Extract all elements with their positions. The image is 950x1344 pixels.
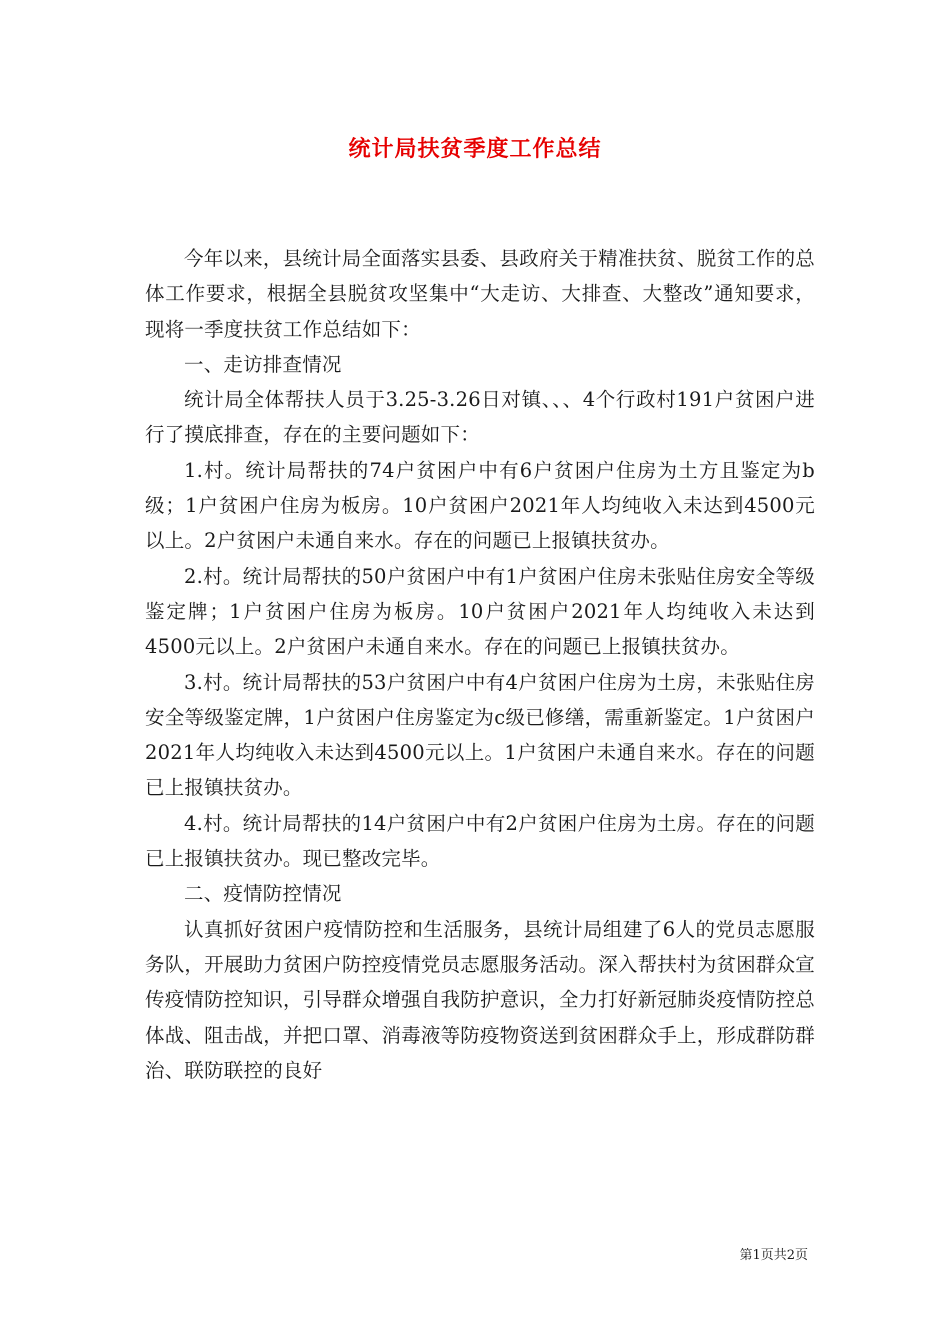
page-number: 第1页共2页 [739,1248,808,1263]
paragraph-intro: 今年以来，县统计局全面落实县委、县政府关于精准扶贫、脱贫工作的总体工作要求，根据全县脱贫攻坚集中“大走访、大排查、大整改”通知要求，现将一季度扶贫工作总结如下： [145,247,815,341]
paragraph-visits-summary: 统计局全体帮扶人员于3.25-3.26日对镇、、、4个行政村191户贫困户进行了摸底排查，存在的主要问题如下： [145,388,815,447]
document-title: 统计局扶贫季度工作总结 [348,137,602,162]
section-heading-visits: 一、走访排查情况 [184,352,342,376]
paragraph-village-3: 3.村。统计局帮扶的53户贫困户中有4户贫困户住房为土房，未张贴住房安全等级鉴定牌，1户贫困户住房鉴定为c级已修缮，需重新鉴定。1户贫困户2021年人均纯收入未达到4500元以上。1户贫困户未通自来水。存在的问题已上报镇扶贫办。 [145,670,815,800]
paragraph-village-4: 4.村。统计局帮扶的14户贫困户中有2户贫困户住房为土房。存在的问题已上报镇扶贫办。现已整改完毕。 [145,811,815,871]
section-heading-epidemic: 二、疫情防控情况 [184,882,342,906]
paragraph-epidemic: 认真抓好贫困户疫情防控和生活服务，县统计局组建了6人的党员志愿服务队，开展助力贫困户防控疫情党员志愿服务活动。深入帮扶村为贫困群众宣传疫情防控知识，引导群众增强自我防护意识，全力打好新冠肺炎疫情防控总体战、阻击战，并把口罩、消毒液等防疫物资送到贫困群众手上，形成群防群治、联防联控的良好 [145,917,815,1082]
paragraph-village-1: 1.村。统计局帮扶的74户贫困户中有6户贫困户住房为土方且鉴定为b级；1户贫困户住房为板房。10户贫困户2021年人均纯收入未达到4500元以上。2户贫困户未通自来水。存在的问题已上报镇扶贫办。 [145,458,815,553]
paragraph-village-2: 2.村。统计局帮扶的50户贫困户中有1户贫困户住房未张贴住房安全等级鉴定牌；1户贫困户住房为板房。10户贫困户2021年人均纯收入未达到4500元以上。2户贫困户未通自来水。存在的问题已上报镇扶贫办。 [145,564,815,659]
document-body [145,241,815,1088]
